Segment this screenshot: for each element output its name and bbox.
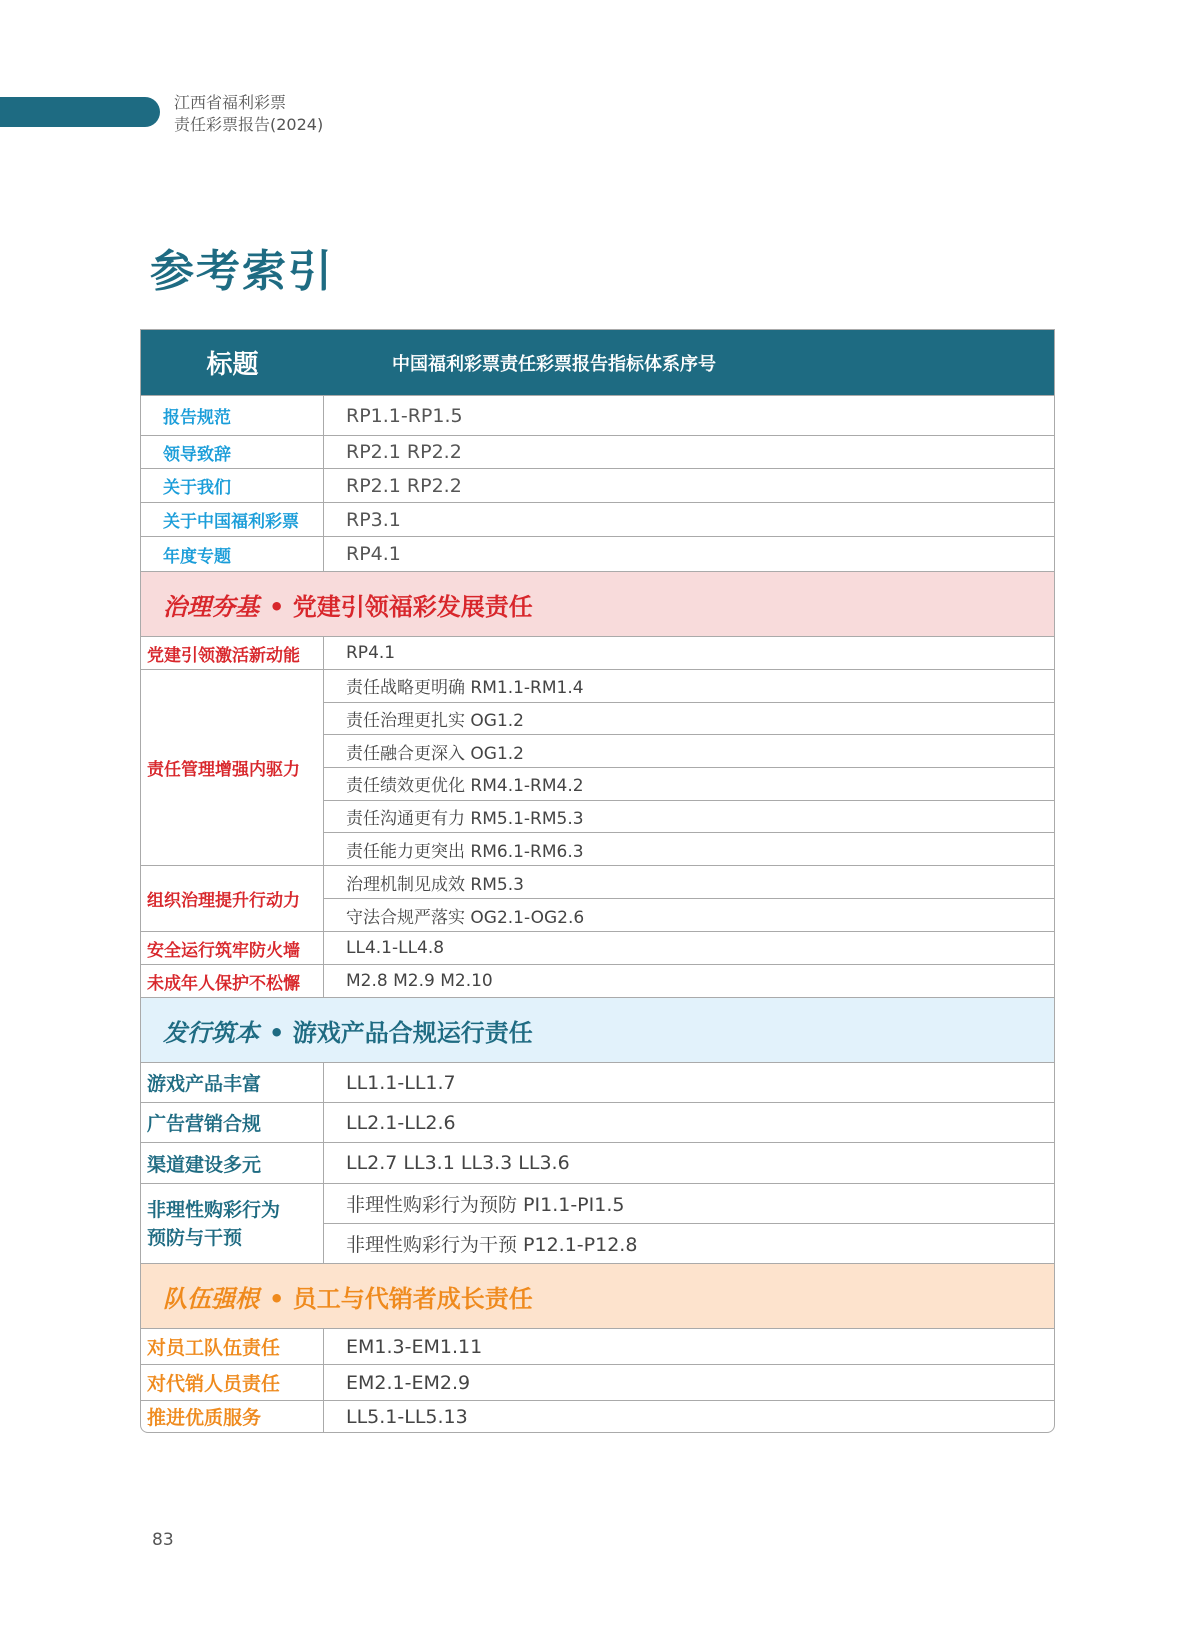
row-title: 党建引领激活新动能 bbox=[141, 637, 324, 669]
table-row bbox=[141, 469, 1054, 503]
row-value: EM2.1-EM2.9 bbox=[346, 1371, 471, 1394]
table-header bbox=[141, 330, 1054, 396]
header-accent-bar bbox=[0, 97, 160, 127]
table-row bbox=[141, 932, 1054, 965]
reference-index-table bbox=[140, 329, 1055, 1433]
section-calligraphy: 发行筑本 bbox=[163, 1017, 259, 1047]
column-header-system: 中国福利彩票责任彩票报告指标体系序号 bbox=[392, 353, 716, 375]
table-row bbox=[141, 537, 1054, 572]
table-row bbox=[141, 670, 1054, 866]
row-title-line-2: 预防与干预 bbox=[147, 1226, 243, 1249]
row-value: RP4.1 bbox=[346, 643, 396, 663]
section-team bbox=[141, 1264, 1054, 1329]
row-title: 关于中国福利彩票 bbox=[141, 503, 324, 536]
row-title: 渠道建设多元 bbox=[141, 1143, 324, 1183]
row-value: 责任能力更突出 RM6.1-RM6.3 bbox=[346, 841, 584, 862]
row-value: LL2.7 LL3.1 LL3.3 LL3.6 bbox=[346, 1152, 570, 1174]
row-value: RP2.1 RP2.2 bbox=[346, 441, 462, 463]
row-title-line-1: 非理性购彩行为 bbox=[147, 1198, 281, 1221]
row-title: 年度专题 bbox=[141, 537, 324, 571]
row-value: LL2.1-LL2.6 bbox=[346, 1111, 456, 1134]
row-value: 责任战略更明确 RM1.1-RM1.4 bbox=[324, 670, 1054, 703]
row-title: 关于我们 bbox=[141, 469, 324, 502]
row-value: 责任沟通更有力 RM5.1-RM5.3 bbox=[324, 801, 1054, 834]
row-title: 领导致辞 bbox=[141, 436, 324, 468]
row-value: RP1.1-RP1.5 bbox=[346, 404, 463, 427]
table-row bbox=[141, 1329, 1054, 1365]
section-issuance bbox=[141, 998, 1054, 1063]
table-row bbox=[141, 1143, 1054, 1184]
row-title: 对代销人员责任 bbox=[141, 1365, 324, 1400]
section-governance bbox=[141, 572, 1054, 637]
row-value: 非理性购彩行为预防 PI1.1-PI1.5 bbox=[324, 1184, 1054, 1224]
row-value: RP4.1 bbox=[346, 543, 401, 565]
section-calligraphy: 治理夯基 bbox=[163, 591, 259, 621]
table-row bbox=[141, 1063, 1054, 1103]
page-number: 83 bbox=[152, 1530, 174, 1550]
section-calligraphy: 队伍强根 bbox=[163, 1283, 259, 1313]
row-value: LL5.1-LL5.13 bbox=[346, 1405, 468, 1428]
row-value: 责任绩效更优化 RM4.1-RM4.2 bbox=[324, 768, 1054, 801]
table-row bbox=[141, 503, 1054, 537]
row-value: RP2.1 RP2.2 bbox=[346, 474, 462, 497]
section-title: • 游戏产品合规运行责任 bbox=[269, 1018, 533, 1047]
column-header-title: 标题 bbox=[206, 350, 259, 380]
row-value: 治理机制见成效 RM5.3 bbox=[324, 866, 1054, 899]
row-title bbox=[141, 1184, 324, 1263]
row-title: 广告营销合规 bbox=[141, 1103, 324, 1142]
table-row bbox=[141, 436, 1054, 469]
row-value: 责任融合更深入 OG1.2 bbox=[324, 735, 1054, 768]
row-title: 安全运行筑牢防火墙 bbox=[141, 932, 324, 964]
row-value: EM1.3-EM1.11 bbox=[346, 1335, 483, 1358]
row-title: 组织治理提升行动力 bbox=[141, 866, 324, 931]
header-line-1: 江西省福利彩票 bbox=[174, 93, 287, 112]
row-title: 推进优质服务 bbox=[141, 1401, 324, 1432]
section-title: • 党建引领福彩发展责任 bbox=[269, 592, 533, 621]
row-value: LL1.1-LL1.7 bbox=[346, 1071, 456, 1094]
table-row bbox=[141, 1103, 1054, 1143]
page-title: 参考索引 bbox=[150, 246, 334, 297]
section-title: • 员工与代销者成长责任 bbox=[269, 1284, 533, 1313]
row-title: 报告规范 bbox=[141, 396, 324, 435]
table-row bbox=[141, 1401, 1054, 1432]
table-row bbox=[141, 965, 1054, 998]
table-row bbox=[141, 396, 1054, 436]
row-value: 守法合规严落实 OG2.1-OG2.6 bbox=[346, 907, 585, 928]
table-row bbox=[141, 866, 1054, 932]
row-value: M2.8 M2.9 M2.10 bbox=[346, 971, 493, 991]
row-title: 未成年人保护不松懈 bbox=[141, 965, 324, 997]
report-header bbox=[174, 92, 323, 136]
row-value: RP3.1 bbox=[346, 508, 401, 531]
table-row bbox=[141, 637, 1054, 670]
row-title: 责任管理增强内驱力 bbox=[141, 670, 324, 865]
table-row bbox=[141, 1184, 1054, 1264]
row-value: 非理性购彩行为干预 P12.1-P12.8 bbox=[346, 1234, 638, 1256]
row-value: 责任治理更扎实 OG1.2 bbox=[324, 703, 1054, 736]
row-title: 对员工队伍责任 bbox=[141, 1329, 324, 1364]
table-row bbox=[141, 1365, 1054, 1401]
header-line-2: 责任彩票报告(2024) bbox=[174, 115, 324, 134]
row-value: LL4.1-LL4.8 bbox=[346, 938, 445, 958]
row-title: 游戏产品丰富 bbox=[141, 1063, 324, 1102]
